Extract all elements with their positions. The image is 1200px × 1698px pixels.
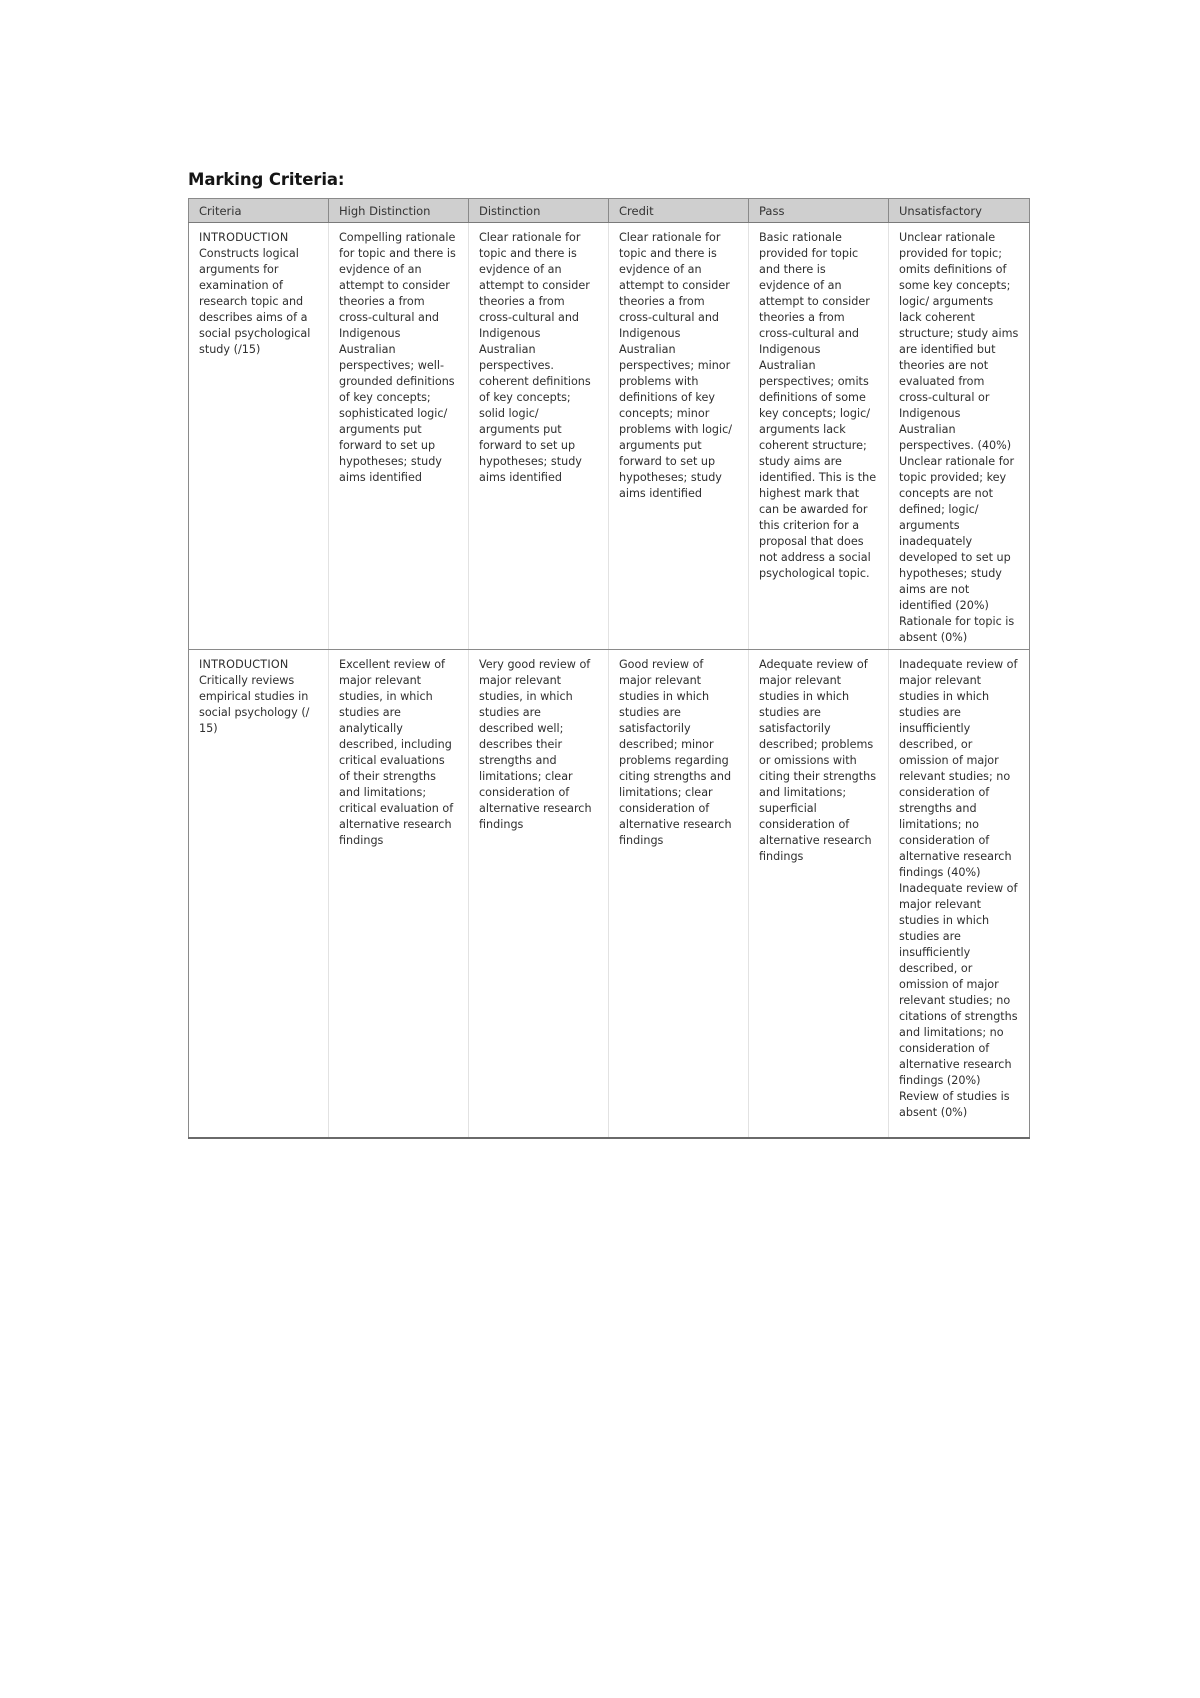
unsatisfactory-cell: Inadequate review of major relevant studies in which studies are insufficiently described, or omission of major relevant studies; no consideration of strengths and limitations; no consideration of alternative research findings (40%) Inadequate review of major relevant studies in which studies are insufficiently described, or omission of major relevant studies; no citations of strengths and limitations; no consideration of alternative research findings (20%) Review of studies is absent (0%): [889, 650, 1030, 1138]
criteria-description: Critically reviews empirical studies in social psychology (/ 15): [199, 674, 310, 735]
table-body: [189, 223, 1030, 1138]
header-row: [189, 199, 1030, 223]
criteria-description: Constructs logical arguments for examination of research topic and describes aims of a social psychological study (/15): [199, 247, 311, 356]
high-distinction-cell: Excellent review of major relevant studies, in which studies are analytically described, including critical evaluations of their strengths and limitations; critical evaluation of alternative research findings: [329, 650, 469, 1138]
marking-criteria-table: [188, 198, 1030, 1139]
unsatisfactory-cell: Unclear rationale provided for topic; omits definitions of some key concepts; logic/ arguments lack coherent structure; study aims are identified but theories are not evaluated from cross-cultural or Indigenous Australian perspectives. (40%) Unclear rationale for topic provided; key concepts are not defined; logic/ arguments inadequately developed to set up hypotheses; study aims are not identified (20%) Rationale for topic is absent (0%): [889, 223, 1030, 650]
column-header-pass: Pass: [749, 199, 889, 223]
distinction-cell: Clear rationale for topic and there is evjdence of an attempt to consider theories a from cross-cultural and Indigenous Australian perspectives. coherent definitions of key concepts; solid logic/ arguments put forward to set up hypotheses; study aims identified: [469, 223, 609, 650]
criteria-cell: [189, 650, 329, 1138]
table-row: [189, 223, 1030, 650]
table-header: [189, 199, 1030, 223]
credit-cell: Clear rationale for topic and there is evjdence of an attempt to consider theories a from cross-cultural and Indigenous Australian perspectives; minor problems with definitions of key concepts; minor problems with logic/ arguments put forward to set up hypotheses; study aims identified: [609, 223, 749, 650]
criteria-title: INTRODUCTION: [199, 231, 289, 244]
distinction-cell: Very good review of major relevant studies, in which studies are described well; describes their strengths and limitations; clear consideration of alternative research findings: [469, 650, 609, 1138]
column-header-distinction: Distinction: [469, 199, 609, 223]
pass-cell: Adequate review of major relevant studies in which studies are satisfactorily described; problems or omissions with citing their strengths and limitations; superficial consideration of alternative research findings: [749, 650, 889, 1138]
credit-cell: Good review of major relevant studies in which studies are satisfactorily described; minor problems regarding citing strengths and limitations; clear consideration of alternative research findings: [609, 650, 749, 1138]
page-heading: Marking Criteria:: [188, 170, 345, 189]
criteria-title: INTRODUCTION: [199, 658, 289, 671]
table-row: [189, 650, 1030, 1138]
column-header-high-distinction: High Distinction: [329, 199, 469, 223]
column-header-unsatisfactory: Unsatisfactory: [889, 199, 1030, 223]
criteria-cell: [189, 223, 329, 650]
pass-cell: Basic rationale provided for topic and there is evjdence of an attempt to consider theories a from cross-cultural and Indigenous Australian perspectives; omits definitions of some key concepts; logic/ arguments lack coherent structure; study aims are identified. This is the highest mark that can be awarded for this criterion for a proposal that does not address a social psychological topic.: [749, 223, 889, 650]
high-distinction-cell: Compelling rationale for topic and there is evjdence of an attempt to consider theories a from cross-cultural and Indigenous Australian perspectives; well-grounded definitions of key concepts; sophisticated logic/ arguments put forward to set up hypotheses; study aims identified: [329, 223, 469, 650]
column-header-credit: Credit: [609, 199, 749, 223]
column-header-criteria: Criteria: [189, 199, 329, 223]
